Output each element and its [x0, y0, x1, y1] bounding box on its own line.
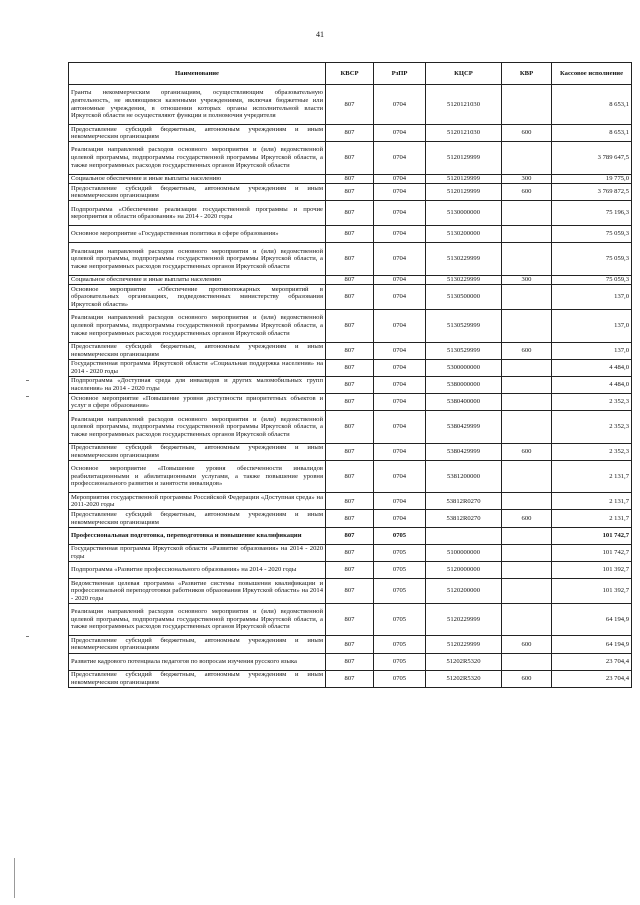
- cell-rzpr: 0704: [374, 174, 426, 184]
- cell-kcsr: 5130000000: [426, 201, 502, 226]
- cell-name: Основное мероприятие «Обеспечение противопожарных мероприятий в образовательных организациях, подведомственных министерству образования Иркутской области»: [69, 285, 326, 310]
- cell-kvsr: 807: [326, 243, 374, 275]
- cell-amount: 137,0: [552, 310, 632, 342]
- cell-amount: 101 392,7: [552, 579, 632, 604]
- cell-name: Предоставление субсидий бюджетным, автономным учреждениям и иным некоммерческим организациям: [69, 510, 326, 527]
- cell-kvsr: 807: [326, 310, 374, 342]
- cell-kcsr: 5100000000: [426, 544, 502, 561]
- cell-kvsr: 807: [326, 636, 374, 653]
- cell-kvsr: 807: [326, 670, 374, 687]
- cell-kcsr: 5120121030: [426, 85, 502, 125]
- cell-kvr: [502, 411, 552, 443]
- cell-kvr: [502, 85, 552, 125]
- cell-kcsr: 51202R5320: [426, 653, 502, 670]
- cell-amount: 75 059,3: [552, 275, 632, 285]
- table-row: [69, 636, 632, 653]
- cell-kcsr: 5300000000: [426, 359, 502, 376]
- cell-amount: 2 131,7: [552, 493, 632, 510]
- cell-rzpr: 0704: [374, 285, 426, 310]
- cell-kvr: 600: [502, 510, 552, 527]
- header-amount: Кассовое исполнение: [552, 63, 632, 85]
- cell-rzpr: 0704: [374, 310, 426, 342]
- cell-kcsr: 5380400000: [426, 394, 502, 411]
- cell-amount: 2 352,3: [552, 411, 632, 443]
- cell-rzpr: 0705: [374, 561, 426, 578]
- cell-kcsr: 5130529999: [426, 310, 502, 342]
- cell-name: Мероприятия государственной программы Российской Федерации «Доступная среда» на 2011-2020 годы: [69, 493, 326, 510]
- cell-kvr: [502, 376, 552, 393]
- table-row: [69, 376, 632, 393]
- margin-mark: [26, 396, 29, 397]
- cell-rzpr: 0704: [374, 376, 426, 393]
- cell-kvsr: 807: [326, 275, 374, 285]
- cell-amount: 75 196,3: [552, 201, 632, 226]
- cell-kcsr: 5130529999: [426, 342, 502, 359]
- cell-kvr: [502, 285, 552, 310]
- cell-amount: 137,0: [552, 342, 632, 359]
- cell-amount: 23 704,4: [552, 653, 632, 670]
- cell-kvr: [502, 527, 552, 544]
- cell-kvsr: 807: [326, 603, 374, 635]
- cell-amount: 75 059,3: [552, 243, 632, 275]
- budget-table: [68, 62, 632, 688]
- cell-rzpr: 0704: [374, 201, 426, 226]
- header-kvsr: КВСР: [326, 63, 374, 85]
- cell-amount: 64 194,9: [552, 636, 632, 653]
- margin-mark: [26, 636, 29, 637]
- cell-name: Подпрограмма «Развитие профессионального образования» на 2014 - 2020 годы: [69, 561, 326, 578]
- table-row: [69, 85, 632, 125]
- cell-name: Предоставление субсидий бюджетным, автономным учреждениям и иным некоммерческим организациям: [69, 125, 326, 142]
- table-row: [69, 201, 632, 226]
- cell-kcsr: [426, 527, 502, 544]
- cell-kvr: [502, 142, 552, 174]
- table-row: [69, 275, 632, 285]
- cell-amount: 2 352,3: [552, 394, 632, 411]
- cell-kcsr: 5120129999: [426, 142, 502, 174]
- cell-amount: 2 131,7: [552, 460, 632, 492]
- cell-kvr: [502, 460, 552, 492]
- cell-kvr: 600: [502, 670, 552, 687]
- cell-rzpr: 0704: [374, 411, 426, 443]
- cell-name: Развитие кадрового потенциала педагогов по вопросам изучения русского языка: [69, 653, 326, 670]
- cell-kvsr: 807: [326, 544, 374, 561]
- cell-amount: 19 775,0: [552, 174, 632, 184]
- cell-kvr: [502, 201, 552, 226]
- cell-amount: 23 704,4: [552, 670, 632, 687]
- cell-kcsr: 5120200000: [426, 579, 502, 604]
- cell-rzpr: 0704: [374, 142, 426, 174]
- cell-kvsr: 807: [326, 527, 374, 544]
- table-row: [69, 243, 632, 275]
- cell-rzpr: 0705: [374, 603, 426, 635]
- cell-name: Гранты некоммерческим организациям, осуществляющим образовательную деятельность, не являющимся казенными учреждениями, включая бюджетные или автономные учреждения, в отношении которых органы исполнительной власти Иркутской области не осуществляют функции и полномочия учредителя: [69, 85, 326, 125]
- table-row: [69, 184, 632, 201]
- cell-rzpr: 0705: [374, 579, 426, 604]
- cell-name: Предоставление субсидий бюджетным, автономным учреждениям и иным некоммерческим организациям: [69, 342, 326, 359]
- cell-rzpr: 0704: [374, 184, 426, 201]
- cell-kvsr: 807: [326, 460, 374, 492]
- cell-kvsr: 807: [326, 85, 374, 125]
- cell-rzpr: 0704: [374, 243, 426, 275]
- cell-kvr: 600: [502, 443, 552, 460]
- table-row: [69, 359, 632, 376]
- table-row: [69, 125, 632, 142]
- table-row: [69, 670, 632, 687]
- table-row: [69, 544, 632, 561]
- cell-amount: 101 392,7: [552, 561, 632, 578]
- table-row: [69, 411, 632, 443]
- cell-amount: 2 131,7: [552, 510, 632, 527]
- cell-name: Профессиональная подготовка, переподготовка и повышение квалификации: [69, 527, 326, 544]
- cell-kcsr: 5130500000: [426, 285, 502, 310]
- cell-kvr: 300: [502, 174, 552, 184]
- cell-kvr: [502, 243, 552, 275]
- cell-amount: 3 789 647,5: [552, 142, 632, 174]
- header-kcsr: КЦСР: [426, 63, 502, 85]
- cell-rzpr: 0705: [374, 636, 426, 653]
- cell-name: Социальное обеспечение и иные выплаты населению: [69, 174, 326, 184]
- cell-kvsr: 807: [326, 653, 374, 670]
- cell-name: Предоставление субсидий бюджетным, автономным учреждениям и иным некоммерческим организациям: [69, 670, 326, 687]
- cell-amount: 75 059,3: [552, 226, 632, 243]
- header-kvr: КВР: [502, 63, 552, 85]
- cell-kcsr: 5120229999: [426, 636, 502, 653]
- cell-rzpr: 0705: [374, 544, 426, 561]
- cell-name: Основное мероприятие «Повышение уровня обеспеченности инвалидов реабилитационными и абилитационными услугами, а также повышение уровня профессионального развития и занятости инвалидов»: [69, 460, 326, 492]
- page-number: 41: [316, 30, 324, 39]
- cell-kvsr: 807: [326, 493, 374, 510]
- cell-name: Социальное обеспечение и иные выплаты населению: [69, 275, 326, 285]
- cell-rzpr: 0704: [374, 359, 426, 376]
- cell-kcsr: 53812R0270: [426, 493, 502, 510]
- table-row: [69, 493, 632, 510]
- cell-name: Государственная программа Иркутской области «Развитие образования» на 2014 - 2020 годы: [69, 544, 326, 561]
- table-row: [69, 310, 632, 342]
- cell-kcsr: 5130229999: [426, 275, 502, 285]
- cell-kcsr: 53812R0270: [426, 510, 502, 527]
- margin-line: [14, 858, 15, 898]
- cell-kcsr: 5380429999: [426, 411, 502, 443]
- cell-rzpr: 0705: [374, 527, 426, 544]
- cell-kvr: [502, 493, 552, 510]
- cell-rzpr: 0704: [374, 275, 426, 285]
- cell-kcsr: 5130229999: [426, 243, 502, 275]
- cell-kvr: 600: [502, 125, 552, 142]
- cell-name: Ведомственная целевая программа «Развитие системы повышения квалификации и профессиональной переподготовки работников образования Иркутской области» на 2014 - 2020 годы: [69, 579, 326, 604]
- cell-name: Государственная программа Иркутской области «Социальная поддержка населения» на 2014 - 2020 годы: [69, 359, 326, 376]
- cell-kvr: [502, 561, 552, 578]
- cell-kvr: [502, 603, 552, 635]
- cell-rzpr: 0704: [374, 342, 426, 359]
- cell-rzpr: 0704: [374, 493, 426, 510]
- cell-kvsr: 807: [326, 174, 374, 184]
- cell-kvsr: 807: [326, 226, 374, 243]
- table-body: [69, 85, 632, 688]
- cell-rzpr: 0705: [374, 670, 426, 687]
- cell-kvsr: 807: [326, 125, 374, 142]
- cell-rzpr: 0704: [374, 443, 426, 460]
- table-row: [69, 653, 632, 670]
- cell-kvr: [502, 394, 552, 411]
- cell-name: Реализация направлений расходов основного мероприятия и (или) ведомственной целевой программы, подпрограммы государственной программы Иркутской области, а также непрограммных расходов государственных органов Иркутской области: [69, 142, 326, 174]
- cell-name: Основное мероприятие «Государственная политика в сфере образования»: [69, 226, 326, 243]
- table-header-row: [69, 63, 632, 85]
- cell-kvr: 300: [502, 275, 552, 285]
- cell-kcsr: 5130200000: [426, 226, 502, 243]
- table-row: [69, 510, 632, 527]
- cell-amount: 8 653,1: [552, 85, 632, 125]
- cell-kvr: [502, 653, 552, 670]
- cell-kvsr: 807: [326, 510, 374, 527]
- cell-amount: 2 352,3: [552, 443, 632, 460]
- table-row: [69, 443, 632, 460]
- cell-kcsr: 5380000000: [426, 376, 502, 393]
- cell-kcsr: 5381200000: [426, 460, 502, 492]
- cell-kvsr: 807: [326, 359, 374, 376]
- table-row: [69, 561, 632, 578]
- cell-kcsr: 5120129999: [426, 174, 502, 184]
- cell-rzpr: 0704: [374, 85, 426, 125]
- cell-rzpr: 0704: [374, 510, 426, 527]
- cell-name: Предоставление субсидий бюджетным, автономным учреждениям и иным некоммерческим организациям: [69, 636, 326, 653]
- cell-amount: 101 742,7: [552, 527, 632, 544]
- table-row: [69, 174, 632, 184]
- cell-amount: 4 484,0: [552, 359, 632, 376]
- cell-kvr: [502, 579, 552, 604]
- cell-kvsr: 807: [326, 376, 374, 393]
- cell-kvsr: 807: [326, 342, 374, 359]
- cell-name: Основное мероприятие «Повышение уровня доступности приоритетных объектов и услуг в сфере образования»: [69, 394, 326, 411]
- cell-kcsr: 51202R5320: [426, 670, 502, 687]
- cell-kvr: 600: [502, 184, 552, 201]
- table-row: [69, 603, 632, 635]
- cell-amount: 64 194,9: [552, 603, 632, 635]
- table-row: [69, 142, 632, 174]
- table-row: [69, 226, 632, 243]
- cell-amount: 137,0: [552, 285, 632, 310]
- cell-name: Реализация направлений расходов основного мероприятия и (или) ведомственной целевой программы, подпрограммы государственной программы Иркутской области, а также непрограммных расходов государственных органов Иркутской области: [69, 243, 326, 275]
- cell-amount: 101 742,7: [552, 544, 632, 561]
- cell-kvr: [502, 310, 552, 342]
- cell-name: Реализация направлений расходов основного мероприятия и (или) ведомственной целевой программы, подпрограммы государственной программы Иркутской области, а также непрограммных расходов государственных органов Иркутской области: [69, 603, 326, 635]
- table-row: [69, 579, 632, 604]
- margin-mark: [26, 380, 29, 381]
- cell-kvr: [502, 226, 552, 243]
- cell-rzpr: 0704: [374, 460, 426, 492]
- cell-name: Предоставление субсидий бюджетным, автономным учреждениям и иным некоммерческим организациям: [69, 184, 326, 201]
- cell-kvsr: 807: [326, 142, 374, 174]
- cell-name: Подпрограмма «Обеспечение реализации государственной программы и прочие мероприятия в области образования» на 2014 - 2020 годы: [69, 201, 326, 226]
- cell-rzpr: 0704: [374, 226, 426, 243]
- table-row: [69, 460, 632, 492]
- table-row: [69, 285, 632, 310]
- cell-kvr: [502, 544, 552, 561]
- cell-name: Предоставление субсидий бюджетным, автономным учреждениям и иным некоммерческим организациям: [69, 443, 326, 460]
- cell-kvr: [502, 359, 552, 376]
- cell-kcsr: 5120129999: [426, 184, 502, 201]
- cell-name: Реализация направлений расходов основного мероприятия и (или) ведомственной целевой программы, подпрограммы государственной программы Иркутской области, а также непрограммных расходов государственных органов Иркутской области: [69, 310, 326, 342]
- cell-kvsr: 807: [326, 285, 374, 310]
- cell-kvsr: 807: [326, 579, 374, 604]
- cell-kcsr: 5120121030: [426, 125, 502, 142]
- cell-amount: 4 484,0: [552, 376, 632, 393]
- header-name: Наименование: [69, 63, 326, 85]
- cell-name: Подпрограмма «Доступная среда для инвалидов и других маломобильных групп населения» на 2014 - 2020 годы: [69, 376, 326, 393]
- cell-name: Реализация направлений расходов основного мероприятия и (или) ведомственной целевой программы, подпрограммы государственной программы Иркутской области, а также непрограммных расходов государственных органов Иркутской области: [69, 411, 326, 443]
- cell-amount: 3 769 872,5: [552, 184, 632, 201]
- header-rzpr: РзПР: [374, 63, 426, 85]
- cell-kcsr: 5380429999: [426, 443, 502, 460]
- cell-kvsr: 807: [326, 561, 374, 578]
- cell-kvsr: 807: [326, 394, 374, 411]
- cell-rzpr: 0705: [374, 653, 426, 670]
- cell-kvr: 600: [502, 636, 552, 653]
- cell-kvsr: 807: [326, 201, 374, 226]
- table-row: [69, 394, 632, 411]
- cell-rzpr: 0704: [374, 125, 426, 142]
- cell-kcsr: 5120229999: [426, 603, 502, 635]
- cell-kvsr: 807: [326, 411, 374, 443]
- cell-amount: 8 653,1: [552, 125, 632, 142]
- table-row: [69, 527, 632, 544]
- cell-kcsr: 5120000000: [426, 561, 502, 578]
- table-row: [69, 342, 632, 359]
- cell-rzpr: 0704: [374, 394, 426, 411]
- cell-kvsr: 807: [326, 443, 374, 460]
- cell-kvsr: 807: [326, 184, 374, 201]
- cell-kvr: 600: [502, 342, 552, 359]
